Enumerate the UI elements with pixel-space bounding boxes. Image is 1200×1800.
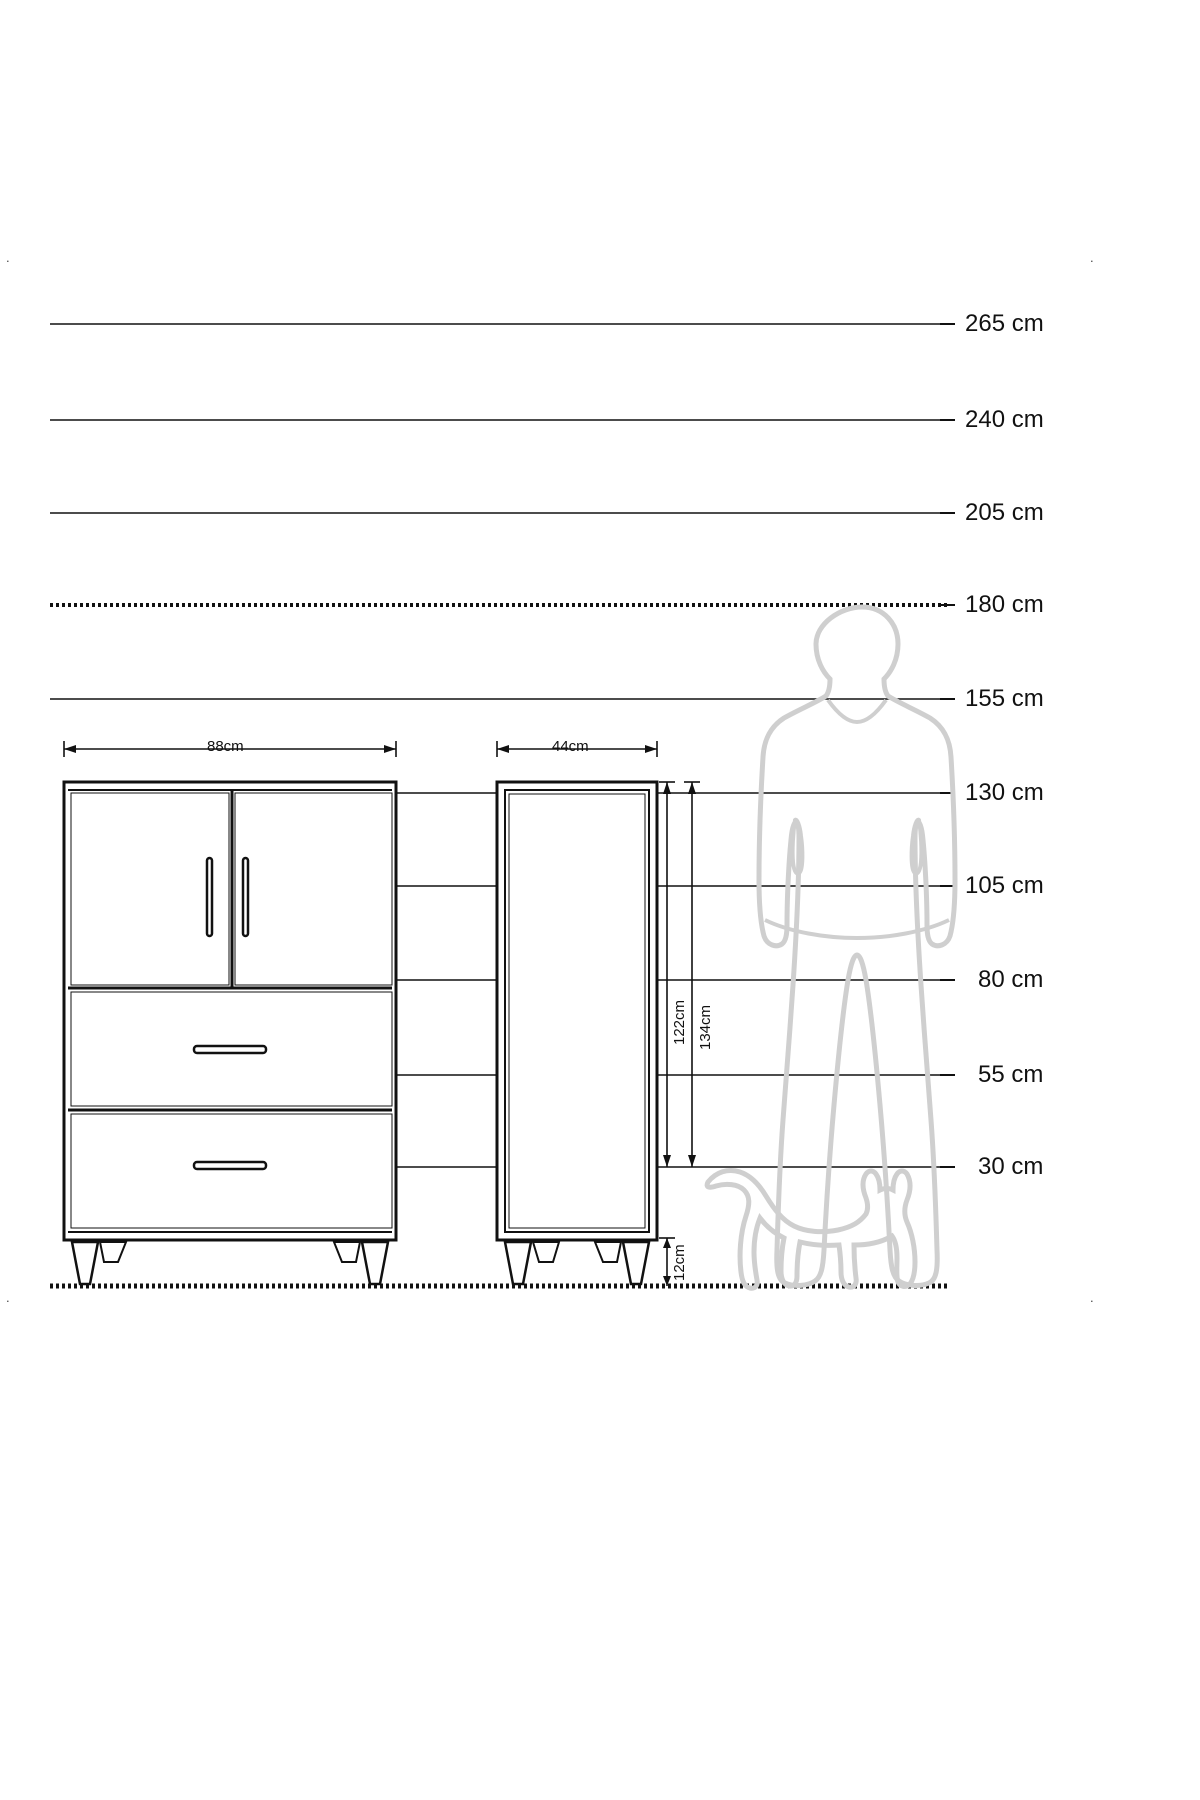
cabinet-right-door-handle[interactable] <box>243 858 248 936</box>
dimension-label-height-12: 12cm <box>671 1244 688 1281</box>
width-44-arrow-left <box>497 745 509 753</box>
width-44-arrow-right <box>645 745 657 753</box>
height-dimension-122 <box>659 782 675 1167</box>
tall-cabinet-leg-left <box>505 1242 531 1284</box>
height-12-arrow-top <box>663 1238 671 1248</box>
corner-mark-bottom-left: . <box>6 1290 10 1305</box>
two-door-cabinet-with-drawers <box>64 782 396 1284</box>
height-dimension-134 <box>684 782 700 1167</box>
scale-label-130: 130 cm <box>965 779 1044 806</box>
dimension-label-height-122: 122cm <box>671 999 688 1045</box>
cabinet-leg-left <box>72 1242 98 1284</box>
height-122-arrow-bottom <box>663 1155 671 1167</box>
cabinet-left-door-handle[interactable] <box>207 858 212 936</box>
height-134-arrow-bottom <box>688 1155 696 1167</box>
human-silhouette <box>759 607 955 1285</box>
human-jacket-hem <box>765 920 949 938</box>
human-body-outline <box>759 607 955 1285</box>
corner-mark-top-right: . <box>1090 250 1094 265</box>
cabinet-body <box>64 782 396 1240</box>
scale-label-105: 105 cm <box>965 872 1044 899</box>
width-88-arrow-left <box>64 745 76 753</box>
corner-mark-bottom-right: . <box>1090 1290 1094 1305</box>
dimension-label-width-88: 88cm <box>207 738 244 755</box>
scale-label-80: 80 cm <box>978 966 1044 993</box>
cabinet-drawer-2-handle[interactable] <box>194 1162 266 1169</box>
scale-label-155: 155 cm <box>965 685 1044 712</box>
corner-mark-top-left: . <box>6 250 10 265</box>
cabinet-leg-left-brace <box>100 1242 126 1262</box>
width-88-arrow-right <box>384 745 396 753</box>
scale-label-55: 55 cm <box>978 1061 1044 1088</box>
dimension-label-width-44: 44cm <box>552 738 589 755</box>
tall-narrow-cabinet <box>497 782 657 1284</box>
scale-label-30: 30 cm <box>978 1153 1044 1180</box>
height-134-arrow-top <box>688 782 696 794</box>
human-collar <box>828 700 886 722</box>
scale-label-205: 205 cm <box>965 499 1044 526</box>
tall-cabinet-leg-right <box>623 1242 649 1284</box>
scale-label-240: 240 cm <box>965 406 1044 433</box>
tall-cabinet-leg-right-brace <box>595 1242 621 1262</box>
dimension-label-height-134: 134cm <box>697 1004 714 1050</box>
cabinet-leg-right <box>362 1242 388 1284</box>
tall-cabinet-body <box>497 782 657 1240</box>
scale-label-265: 265 cm <box>965 310 1044 337</box>
cat-silhouette <box>707 1170 915 1288</box>
scale-label-180: 180 cm <box>965 591 1044 618</box>
cabinet-drawer-1-handle[interactable] <box>194 1046 266 1053</box>
cat-body-outline <box>707 1170 915 1288</box>
tall-cabinet-leg-left-brace <box>533 1242 559 1262</box>
cabinet-leg-right-brace <box>334 1242 360 1262</box>
height-122-arrow-top <box>663 782 671 794</box>
